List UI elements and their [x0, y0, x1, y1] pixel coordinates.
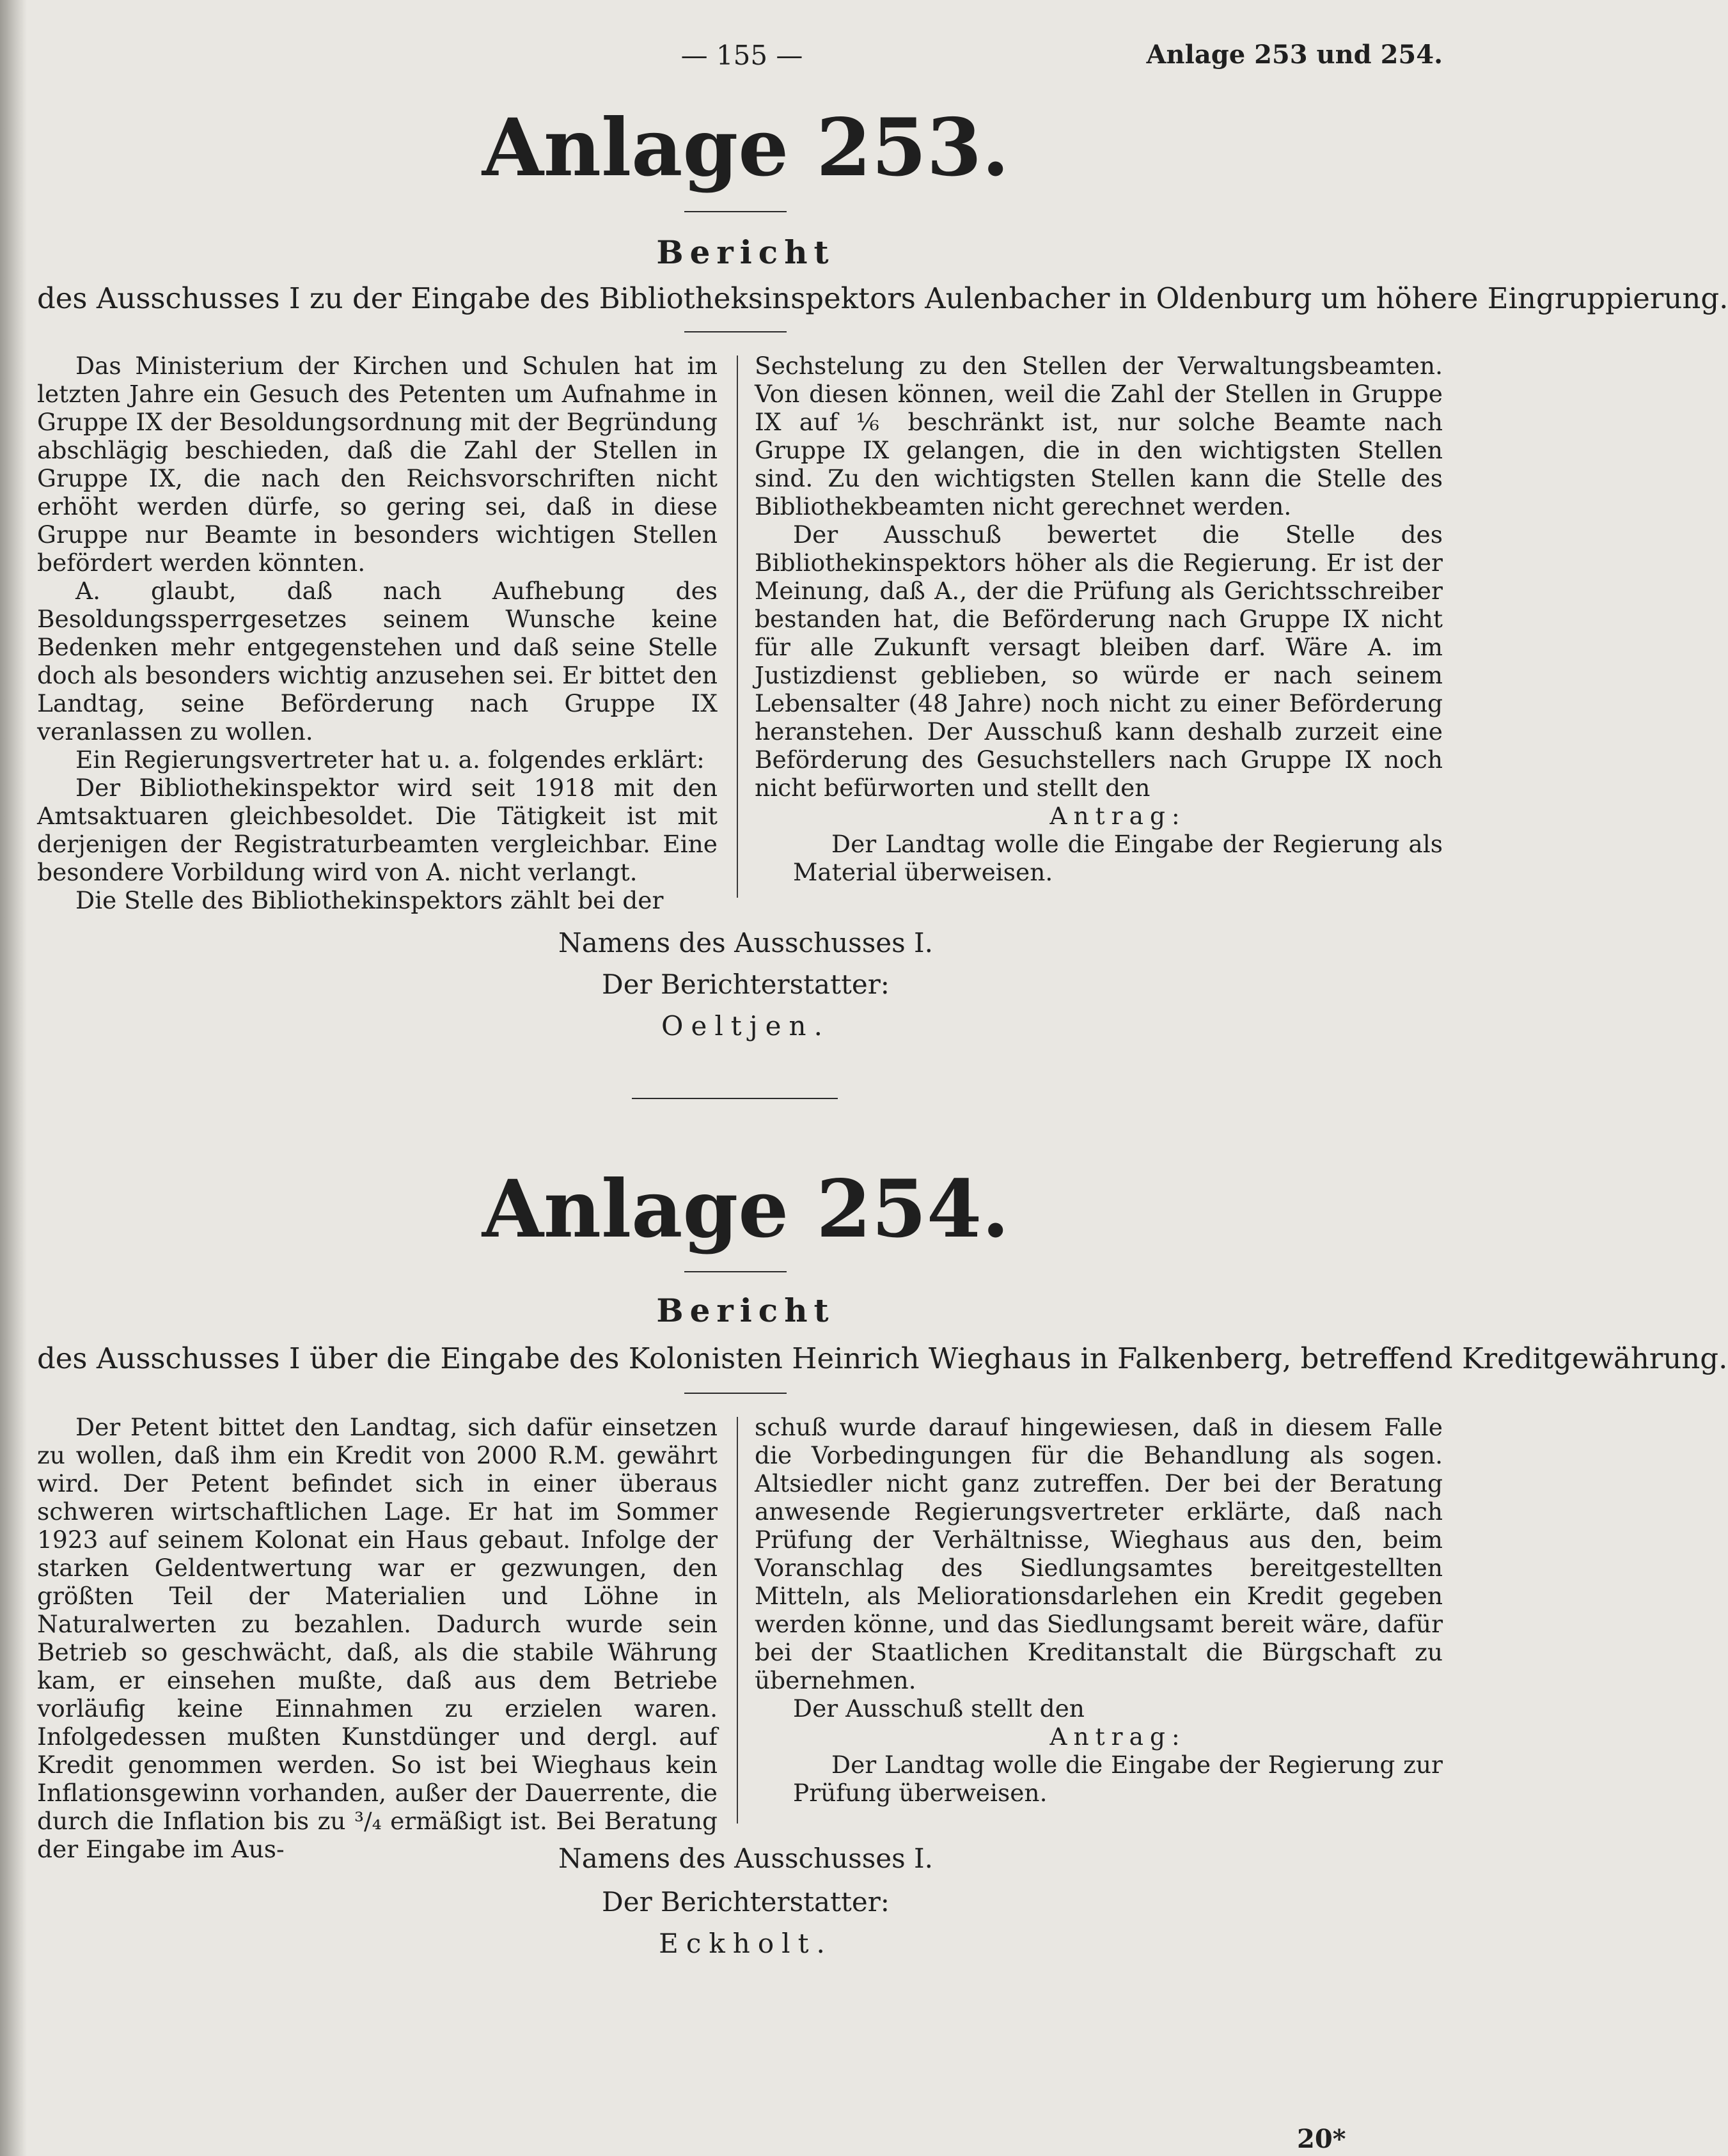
anlage-253-subtitle: des Ausschusses I zu der Eingabe des Bibliotheksinspektors Aulenbacher in Oldenburg um höhere Eingruppierung.	[37, 281, 1728, 315]
paragraph: schuß wurde darauf hingewiesen, daß in diesem Falle die Vorbedingungen für die Behandlung als sogen. Altsiedler nicht ganz zutreffen. Der bei der Beratung anwesende Regierungsvertreter erklärte, daß nach Prüfung der Verhältnisse, Wieghaus aus den, beim Voranschlag des Siedlungsamtes bereitgestellten Mitteln, als Meliorationsdarlehen ein Kredit gegeben werden könne, und das Siedlungsamt bereit wäre, dafür bei der Staatlichen Kreditanstalt die Bürgschaft zu übernehmen.	[755, 1413, 1443, 1694]
paragraph: Der Petent bittet den Landtag, sich dafür einsetzen zu wollen, daß ihm ein Kredit von 2000 R.M. gewährt wird. Der Petent befindet sich in einer überaus schweren wirtschaftlichen Lage. Er hat im Sommer 1923 auf seinem Kolonat ein Haus gebaut. Infolge der starken Geldentwertung war er gezwungen, den größten Teil der Materialien und Löhne in Naturalwerten zu bezahlen. Dadurch wurde sein Betrieb so geschwächt, daß, als die stabile Währung kam, er einsehen mußte, daß aus dem Betriebe vorläufig keine Einnahmen zu erzielen waren. Infolgedessen mußten Kunstdünger und dergl. auf Kredit genommen werden. So ist bei Wieghaus kein Inflationsgewinn vorhanden, außer der Dauerrente, die durch die Inflation bis zu ³/₄ ermäßigt ist. Bei Beratung der Eingabe im Aus-	[37, 1413, 718, 1863]
anlage-254-heading: Bericht	[656, 1292, 835, 1329]
paragraph: Der Ausschuß stellt den	[793, 1694, 1085, 1722]
anlage-253-title: Anlage 253.	[482, 102, 1010, 194]
running-header	[0, 40, 1491, 78]
page-number: — 155 —	[680, 40, 803, 71]
anlage-254-subtitle: des Ausschusses I über die Eingabe des Kolonisten Heinrich Wieghaus in Falkenberg, betreffend Kreditgewährung.	[37, 1341, 1728, 1375]
signature-role-253: Der Berichterstatter:	[602, 969, 890, 1000]
signature-mark: 20*	[1297, 2124, 1346, 2154]
running-header-title: Anlage 253 und 254.	[1146, 40, 1443, 70]
anlage-254-left-column	[37, 1413, 718, 1863]
paragraph: Die Stelle des Bibliothekinspektors zählt bei der	[75, 886, 664, 914]
antrag-text: Der Landtag wolle die Eingabe der Regierung als Material überweisen.	[793, 830, 1443, 886]
anlage-253-heading: Bericht	[656, 233, 835, 271]
section-separator	[632, 1098, 838, 1099]
paragraph: Der Ausschuß bewertet die Stelle des Bibliothekinspektors höher als die Regierung. Er ist der Meinung, daß A., der die Prüfung als Gerichtsschreiber bestanden hat, die Beförderung nach Gruppe IX nicht für alle Zukunft versagt bleiben darf. Wäre A. im Justizdienst geblieben, so würde er nach seinem Lebensalter (48 Jahre) noch nicht zu einer Beförderung heranstehen. Der Ausschuß kann deshalb zurzeit eine Beförderung des Gesuchstellers nach Gruppe IX noch nicht befürworten und stellt den	[755, 520, 1443, 802]
anlage-254-title: Anlage 254.	[482, 1163, 1010, 1256]
scan-page-edge	[0, 0, 27, 2156]
paragraph: A. glaubt, daß nach Aufhebung des Besoldungssperrgesetzes seinem Wunsche keine Bedenken mehr entgegenstehen und daß seine Stelle doch als besonders wichtig anzusehen sei. Er bittet den Landtag, seine Beförderung nach Gruppe IX veranlassen zu wollen.	[37, 577, 718, 746]
paragraph: Der Bibliothekinspektor wird seit 1918 mit den Amtsaktuaren gleichbesoldet. Die Tätigkeit ist mit derjenigen der Registraturbeamten vergleichbar. Eine besondere Vorbildung wird von A. nicht verlangt.	[37, 774, 718, 886]
rule-254-top	[684, 1271, 787, 1272]
signature-role-254: Der Berichterstatter:	[602, 1886, 890, 1918]
signature-committee-253: Namens des Ausschusses I.	[558, 927, 933, 958]
antrag-label: Antrag:	[1049, 1722, 1186, 1751]
rule-253-sub	[684, 331, 787, 332]
column-divider-254	[737, 1417, 738, 1824]
antrag-label: Antrag:	[1049, 802, 1186, 830]
signature-name-253: Oeltjen.	[661, 1010, 830, 1042]
rule-254-sub	[684, 1393, 787, 1394]
signature-committee-254: Namens des Ausschusses I.	[558, 1843, 933, 1874]
anlage-254-right-column	[755, 1413, 1443, 1807]
paragraph: Ein Regierungsvertreter hat u. a. folgendes erklärt:	[75, 746, 705, 774]
antrag-text: Der Landtag wolle die Eingabe der Regierung zur Prüfung überweisen.	[793, 1751, 1443, 1807]
anlage-253-left-column	[37, 352, 718, 914]
column-divider-253	[737, 355, 738, 898]
anlage-253-right-column	[755, 352, 1443, 886]
paragraph: Das Ministerium der Kirchen und Schulen hat im letzten Jahre ein Gesuch des Petenten um Aufnahme in Gruppe IX der Besoldungsordnung mit der Begründung abschlägig beschieden, daß die Zahl der Stellen in Gruppe IX, die nach den Reichsvorschriften nicht erhöht werden dürfe, so gering sei, daß in diese Gruppe nur Beamte in besonders wichtigen Stellen befördert werden könnten.	[37, 352, 718, 577]
rule-253-top	[684, 211, 787, 212]
signature-name-254: Eckholt.	[659, 1928, 833, 1959]
paragraph: Sechstelung zu den Stellen der Verwaltungsbeamten. Von diesen können, weil die Zahl der Stellen in Gruppe IX auf ⅙ beschränkt ist, nur solche Beamte nach Gruppe IX gelangen, die in den wichtigsten Stellen sind. Zu den wichtigsten Stellen kann die Stelle des Bibliothekbeamten nicht gerechnet werden.	[755, 352, 1443, 520]
